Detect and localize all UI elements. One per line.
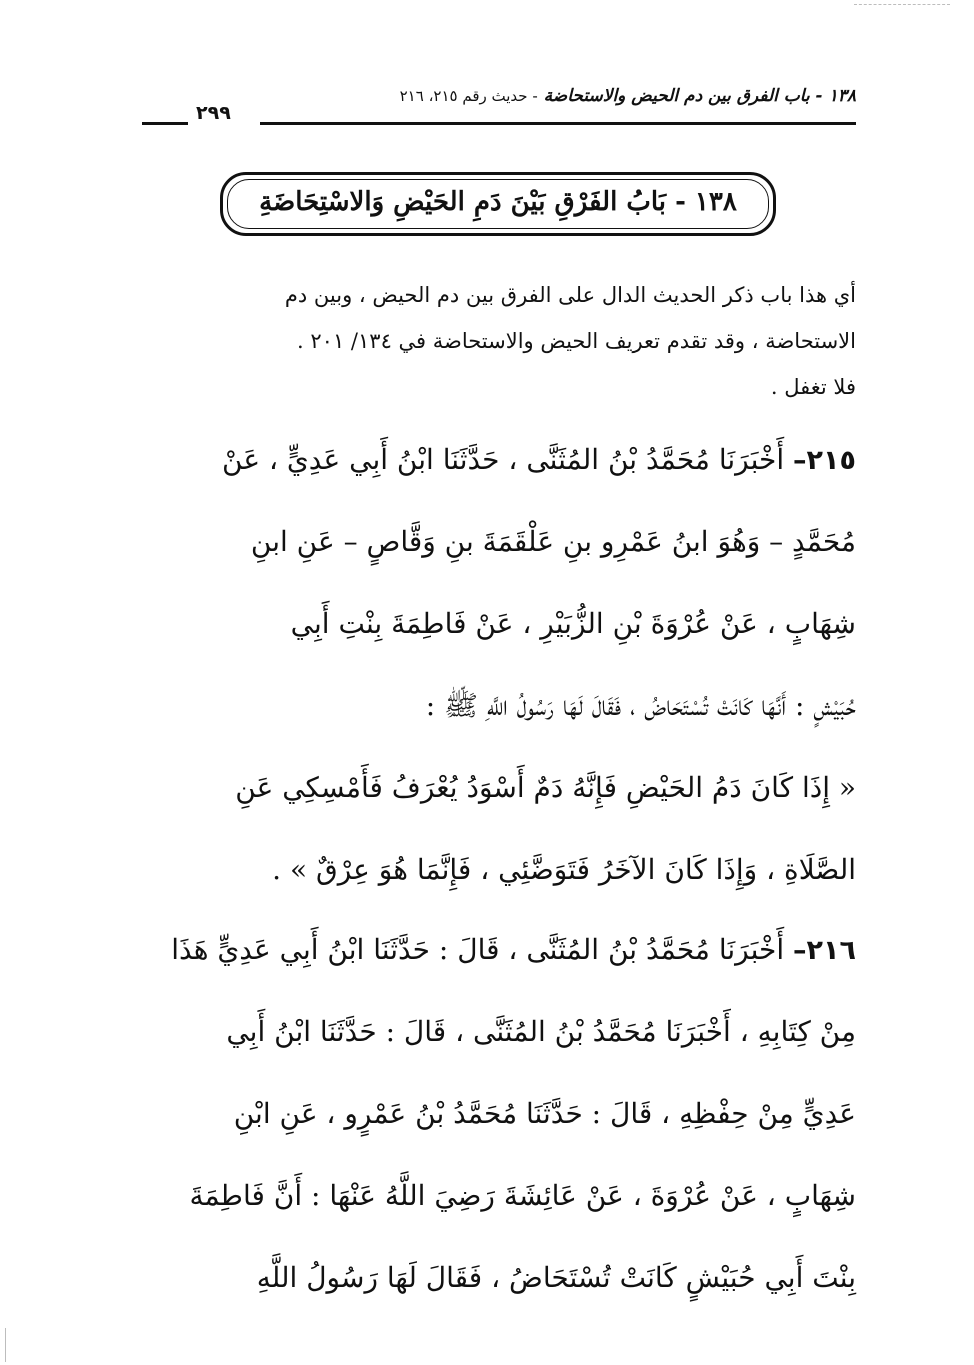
hadith-216-line: بِنْتَ أَبِي حُبَيْشٍ كَانَتْ تُسْتَحَاضُ ، فَقَالَ لَهَا رَسُولُ اللَّهِ [256, 1261, 856, 1294]
header-rule [260, 122, 856, 125]
hadith-216-line-text: أَخْبَرَنَا مُحَمَّدُ بْنُ المُثَنَّى ، قَالَ : حَدَّثَنَا ابْنُ أَبِي عَدِيٍّ هَذَا [171, 933, 785, 966]
hadith-215-line: شِهَابٍ ، عَنْ عُرْوَةَ بْنِ الزُّبَيْرِ ، عَنْ فَاطِمَةَ بِنْتِ أَبِي [290, 607, 856, 640]
intro-paragraph [140, 272, 856, 410]
hadith-216-line: مِنْ كِتَابِهِ ، أَخْبَرَنَا مُحَمَّدُ بْنُ المُثَنَّى ، قَالَ : حَدَّثَنَا ابْنُ أَبِي [226, 1015, 856, 1048]
hadith-215-line: « إِذَا كَانَ دَمُ الحَيْضِ فَإِنَّهُ دَمٌ أَسْوَدُ يُعْرَفُ فَأَمْسِكِي عَنِ [235, 771, 856, 804]
hadith-215-line: مُحَمَّدٍ – وَهُوَ ابنُ عَمْرِو بنِ عَلْقَمَةَ بنِ وَقَّاصٍ – عَنِ ابنِ [250, 525, 856, 558]
hadith-215-line-text: أَخْبَرَنَا مُحَمَّدُ بْنُ المُثَنَّى ، حَدَّثَنَا ابْنُ أَبِي عَدِيٍّ ، عَنْ [222, 443, 785, 476]
intro-line: الاستحاضة ، وقد تقدم تعريف الحيض والاستحاضة في ١٣٤/ ٢٠١ . [297, 329, 856, 353]
hadith-215-line [140, 430, 856, 512]
header-rule-left [142, 122, 188, 125]
chapter-title-frame [220, 172, 776, 236]
hadith-216-line: عَدِيٍّ مِنْ حِفْظِهِ ، قَالَ : حَدَّثَنَا مُحَمَّدُ بْنُ عَمْرٍو ، عَنِ ابْنِ [233, 1097, 856, 1130]
page-number: ٢٩٩ [196, 102, 231, 124]
hadith-216-number: ٢١٦– [793, 935, 856, 966]
running-header [138, 82, 856, 126]
intro-line: أي هذا باب ذكر الحديث الدال على الفرق بين دم الحيض ، وبين دم [284, 283, 856, 307]
intro-line: فلا تغفل . [770, 375, 856, 399]
running-title [400, 86, 856, 106]
hadith-216-line: شِهَابٍ ، عَنْ عُرْوَةَ ، عَنْ عَائِشَةَ رَضِيَ اللَّهُ عَنْهَا : أَنَّ فَاطِمَةَ [189, 1179, 856, 1212]
chapter-title: ١٣٨ - بَابُ الفَرْقِ بَيْنَ دَمِ الحَيْضِ وَالاسْتِحَاضَةِ [259, 187, 737, 217]
hadith-215-line: الصَّلَاةِ ، وَإِذَا كَانَ الآخَرُ فَتَوَضَّئِي ، فَإِنَّمَا هُوَ عِرْقٌ » . [272, 853, 856, 886]
hadith-text [140, 430, 856, 1330]
top-dashed-mark [854, 4, 950, 5]
running-title-main: ١٣٨ - باب الفرق بين دم الحيض والاستحاضة [543, 86, 856, 106]
running-title-hadith-numbers: - حديث رقم ٢١٥، ٢١٦ [399, 87, 538, 105]
left-edge-mark [5, 1328, 6, 1362]
hadith-216-line [140, 920, 856, 1002]
hadith-215-number: ٢١٥– [793, 445, 856, 476]
hadith-215-line: حُبَيْشٍ : أَنَّهَا كَانَتْ تُسْتَحَاضُ ، فَقَالَ لَهَا رَسُولُ اللَّهِ ﷺ : [425, 689, 856, 722]
